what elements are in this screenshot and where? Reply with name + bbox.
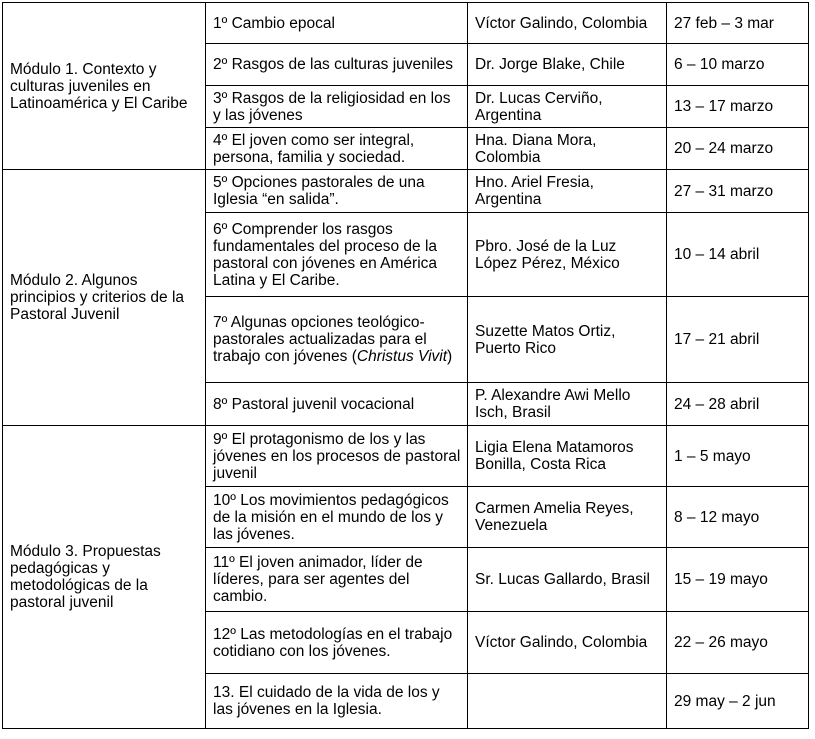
session-date: 17 – 21 abril xyxy=(667,297,809,383)
session-date: 22 – 26 mayo xyxy=(667,612,809,674)
session-date: 8 – 12 mayo xyxy=(667,487,809,548)
session-date: 15 – 19 mayo xyxy=(667,548,809,612)
table-row xyxy=(3,426,809,487)
session-topic: 13. El cuidado de la vida de los y las jóvenes en la Iglesia. xyxy=(206,674,468,729)
session-date: 24 – 28 abril xyxy=(667,383,809,426)
table-row xyxy=(3,170,809,213)
session-topic: 1º Cambio epocal xyxy=(206,3,468,44)
session-speaker: Pbro. José de la Luz López Pérez, México xyxy=(468,213,667,297)
session-speaker: Ligia Elena Matamoros Bonilla, Costa Rica xyxy=(468,426,667,487)
session-speaker: Víctor Galindo, Colombia xyxy=(468,612,667,674)
session-topic: 6º Comprender los rasgos fundamentales del proceso de la pastoral con jóvenes en América Latina y El Caribe. xyxy=(206,213,468,297)
session-date: 20 – 24 marzo xyxy=(667,128,809,170)
session-topic-text: 7º Algunas opciones teológico-pastorales actualizadas para el trabajo con jóvenes ( xyxy=(213,314,427,365)
session-speaker: Suzette Matos Ortiz, Puerto Rico xyxy=(468,297,667,383)
session-topic: 11º El joven animador, líder de líderes, para ser agentes del cambio. xyxy=(206,548,468,612)
session-speaker: Hna. Diana Mora, Colombia xyxy=(468,128,667,170)
session-speaker: Dr. Lucas Cerviño, Argentina xyxy=(468,86,667,128)
session-date: 29 may – 2 jun xyxy=(667,674,809,729)
session-topic xyxy=(206,297,468,383)
session-date: 27 feb – 3 mar xyxy=(667,3,809,44)
session-date: 27 – 31 marzo xyxy=(667,170,809,213)
session-topic: 9º El protagonismo de los y las jóvenes en los procesos de pastoral juvenil xyxy=(206,426,468,487)
session-date: 6 – 10 marzo xyxy=(667,44,809,86)
session-date: 10 – 14 abril xyxy=(667,213,809,297)
table-row xyxy=(3,3,809,44)
session-topic: 2º Rasgos de las culturas juveniles xyxy=(206,44,468,86)
schedule-table xyxy=(2,2,809,729)
session-speaker: Dr. Jorge Blake, Chile xyxy=(468,44,667,86)
module-title: Módulo 2. Algunos principios y criterios de la Pastoral Juvenil xyxy=(3,170,206,426)
session-speaker: Hno. Ariel Fresia, Argentina xyxy=(468,170,667,213)
session-speaker: Víctor Galindo, Colombia xyxy=(468,3,667,44)
session-speaker: P. Alexandre Awi Mello Isch, Brasil xyxy=(468,383,667,426)
session-speaker xyxy=(468,674,667,729)
session-date: 13 – 17 marzo xyxy=(667,86,809,128)
session-speaker: Sr. Lucas Gallardo, Brasil xyxy=(468,548,667,612)
session-date: 1 – 5 mayo xyxy=(667,426,809,487)
module-title: Módulo 1. Contexto y culturas juveniles en Latinoamérica y El Caribe xyxy=(3,3,206,170)
session-topic-end: ) xyxy=(447,348,453,365)
session-topic: 8º Pastoral juvenil vocacional xyxy=(206,383,468,426)
session-topic: 5º Opciones pastorales de una Iglesia “en salida”. xyxy=(206,170,468,213)
session-topic-italic: Christus Vivit xyxy=(356,348,448,365)
module-title: Módulo 3. Propuestas pedagógicas y metodológicas de la pastoral juvenil xyxy=(3,426,206,729)
session-topic: 12º Las metodologías en el trabajo cotidiano con los jóvenes. xyxy=(206,612,468,674)
session-speaker: Carmen Amelia Reyes, Venezuela xyxy=(468,487,667,548)
session-topic: 10º Los movimientos pedagógicos de la misión en el mundo de los y las jóvenes. xyxy=(206,487,468,548)
session-topic: 3º Rasgos de la religiosidad en los y las jóvenes xyxy=(206,86,468,128)
session-topic: 4º El joven como ser integral, persona, familia y sociedad. xyxy=(206,128,468,170)
